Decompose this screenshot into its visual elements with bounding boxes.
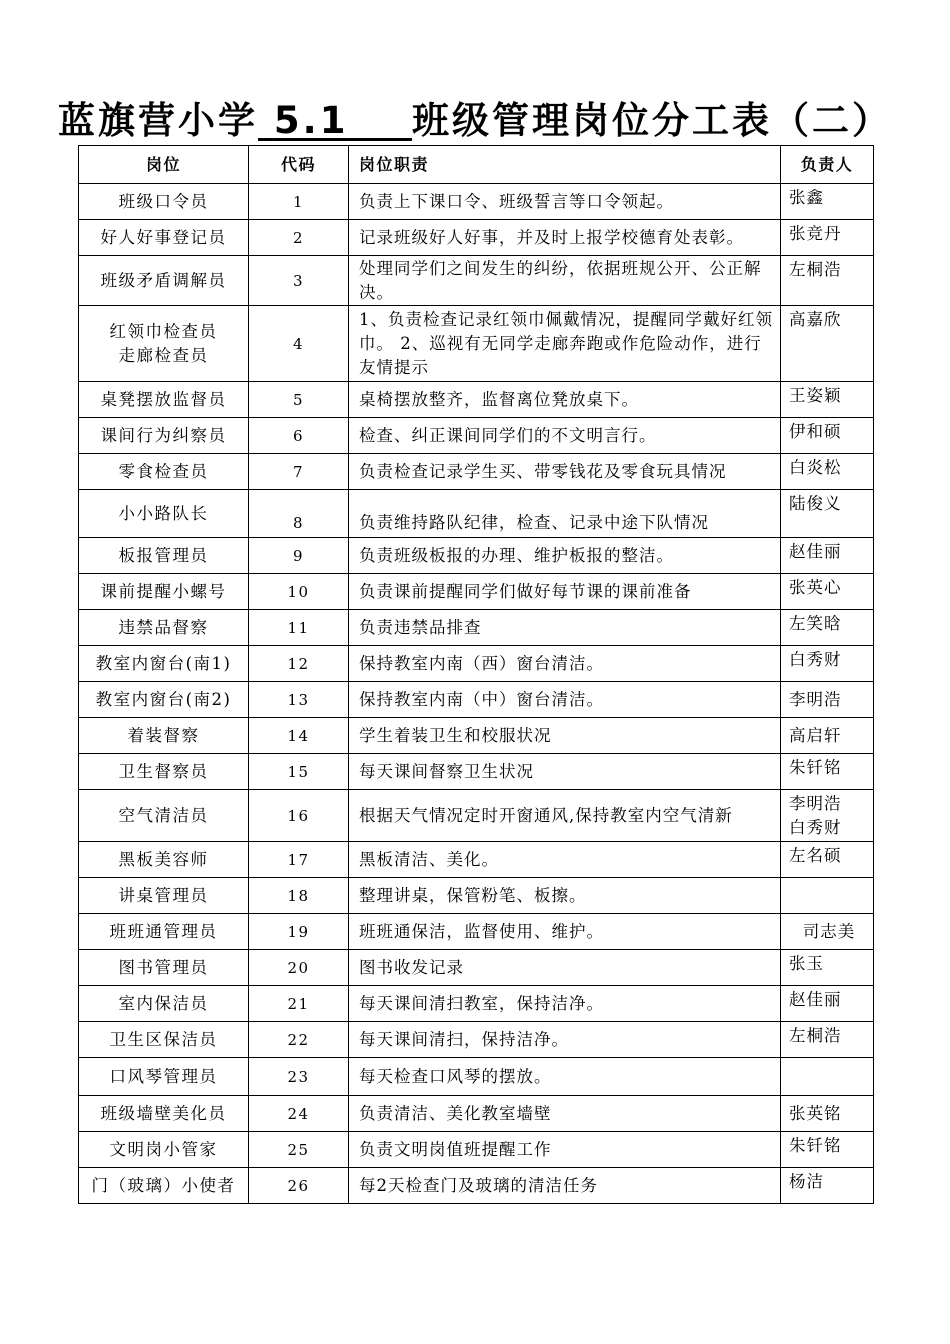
duty-cell: 整理讲桌，保管粉笔、板擦。 [349, 878, 781, 914]
code-cell: 10 [249, 574, 349, 610]
code-cell: 8 [249, 490, 349, 538]
duty-cell: 负责文明岗值班提醒工作 [349, 1132, 781, 1168]
position-cell [79, 306, 249, 382]
code-cell: 23 [249, 1058, 349, 1096]
position-cell: 口风琴管理员 [79, 1058, 249, 1096]
table-header-row [79, 146, 874, 184]
position-cell: 卫生区保洁员 [79, 1022, 249, 1058]
person-cell: 司志美 [781, 914, 874, 950]
duty-table [78, 145, 874, 1204]
code-cell: 19 [249, 914, 349, 950]
duty-cell: 负责清洁、美化教室墙壁 [349, 1096, 781, 1132]
position-cell: 黑板美容师 [79, 842, 249, 878]
duty-cell: 负责班级板报的办理、维护板报的整洁。 [349, 538, 781, 574]
code-cell: 13 [249, 682, 349, 718]
title-class-name: 5.1 [273, 99, 349, 142]
table-row [79, 1096, 874, 1132]
title-suffix: 班级管理岗位分工表（二） [411, 99, 892, 142]
duty-cell: 保持教室内南（中）窗台清洁。 [349, 682, 781, 718]
table-row [79, 950, 874, 986]
table-row [79, 682, 874, 718]
position-cell: 文明岗小管家 [79, 1132, 249, 1168]
position-cell: 桌凳摆放监督员 [79, 382, 249, 418]
duty-cell: 每天课间清扫，保持洁净。 [349, 1022, 781, 1058]
code-cell: 22 [249, 1022, 349, 1058]
code-cell: 12 [249, 646, 349, 682]
person-cell: 赵佳丽 [781, 986, 874, 1022]
person-cell: 左桐浩 [781, 256, 874, 306]
table-row [79, 454, 874, 490]
position-cell: 教室内窗台(南2) [79, 682, 249, 718]
person-cell: 高嘉欣 [781, 306, 874, 382]
code-cell: 6 [249, 418, 349, 454]
duty-cell: 负责违禁品排查 [349, 610, 781, 646]
duty-cell: 记录班级好人好事，并及时上报学校德育处表彰。 [349, 220, 781, 256]
code-cell: 20 [249, 950, 349, 986]
position-cell: 着装督察 [79, 718, 249, 754]
person-cell: 高启轩 [781, 718, 874, 754]
person-cell: 左笑晗 [781, 610, 874, 646]
person-cell: 张英铭 [781, 1096, 874, 1132]
table-row [79, 914, 874, 950]
code-cell: 3 [249, 256, 349, 306]
code-cell: 15 [249, 754, 349, 790]
code-cell: 5 [249, 382, 349, 418]
position-cell: 课前提醒小螺号 [79, 574, 249, 610]
person-cell: 左名硕 [781, 842, 874, 878]
person-cell [781, 878, 874, 914]
duty-cell: 学生着装卫生和校服状况 [349, 718, 781, 754]
person-cell: 白炎松 [781, 454, 874, 490]
table-row [79, 490, 874, 538]
header-person: 负责人 [781, 146, 874, 184]
table-row [79, 538, 874, 574]
duty-cell: 图书收发记录 [349, 950, 781, 986]
duty-cell: 负责上下课口令、班级誓言等口令领起。 [349, 184, 781, 220]
position-cell: 讲桌管理员 [79, 878, 249, 914]
person-cell: 赵佳丽 [781, 538, 874, 574]
code-cell: 17 [249, 842, 349, 878]
person-cell: 王姿颖 [781, 382, 874, 418]
duty-cell: 1、负责检查记录红领巾佩戴情况，提醒同学戴好红领巾。 2、巡视有无同学走廊奔跑或作危险动作，进行友情提示 [349, 306, 781, 382]
person-cell [781, 790, 874, 842]
person-cell: 朱钎铭 [781, 754, 874, 790]
duty-cell: 黑板清洁、美化。 [349, 842, 781, 878]
header-code: 代码 [249, 146, 349, 184]
position-line-2: 走廊检查员 [118, 345, 209, 365]
duty-cell: 负责维持路队纪律，检查、记录中途下队情况 [349, 490, 781, 538]
code-cell: 4 [249, 306, 349, 382]
duty-cell: 桌椅摆放整齐，监督离位凳放桌下。 [349, 382, 781, 418]
position-cell: 班级墙壁美化员 [79, 1096, 249, 1132]
person-cell: 张英心 [781, 574, 874, 610]
title-school: 蓝旗营小学 [58, 99, 259, 142]
code-cell: 14 [249, 718, 349, 754]
person-cell: 张竞丹 [781, 220, 874, 256]
person-cell: 杨洁 [781, 1168, 874, 1204]
duty-cell: 每天课间督察卫生状况 [349, 754, 781, 790]
code-cell: 21 [249, 986, 349, 1022]
header-position: 岗位 [79, 146, 249, 184]
person-cell: 伊和硕 [781, 418, 874, 454]
code-cell: 9 [249, 538, 349, 574]
table-row [79, 610, 874, 646]
position-cell: 零食检查员 [79, 454, 249, 490]
duty-cell: 每天检查口风琴的摆放。 [349, 1058, 781, 1096]
position-cell: 卫生督察员 [79, 754, 249, 790]
position-cell: 门（玻璃）小使者 [79, 1168, 249, 1204]
code-cell: 18 [249, 878, 349, 914]
duty-cell: 根据天气情况定时开窗通风,保持教室内空气清新 [349, 790, 781, 842]
table-row [79, 184, 874, 220]
table-row [79, 256, 874, 306]
person-cell: 张玉 [781, 950, 874, 986]
person-cell: 李明浩 [781, 682, 874, 718]
position-line-1: 红领巾检查员 [109, 321, 218, 341]
position-cell: 教室内窗台(南1) [79, 646, 249, 682]
table-row [79, 574, 874, 610]
table-row [79, 1132, 874, 1168]
duty-cell: 处理同学们之间发生的纠纷，依据班规公开、公正解决。 [349, 256, 781, 306]
table-row [79, 790, 874, 842]
code-cell: 16 [249, 790, 349, 842]
table-row [79, 646, 874, 682]
table-row [79, 220, 874, 256]
header-duty: 岗位职责 [349, 146, 781, 184]
position-cell: 小小路队长 [79, 490, 249, 538]
table-row [79, 986, 874, 1022]
person-cell: 朱钎铭 [781, 1132, 874, 1168]
person-cell: 左桐浩 [781, 1022, 874, 1058]
position-cell: 图书管理员 [79, 950, 249, 986]
position-cell: 好人好事登记员 [79, 220, 249, 256]
position-cell: 板报管理员 [79, 538, 249, 574]
position-cell: 违禁品督察 [79, 610, 249, 646]
code-cell: 11 [249, 610, 349, 646]
table-row [79, 754, 874, 790]
table-row [79, 418, 874, 454]
person-cell: 陆俊义 [781, 490, 874, 538]
person-line-2: 白秀财 [789, 818, 842, 837]
position-cell: 班班通管理员 [79, 914, 249, 950]
table-row [79, 718, 874, 754]
code-cell: 2 [249, 220, 349, 256]
table-row [79, 1058, 874, 1096]
duty-cell: 每天课间清扫教室，保持洁净。 [349, 986, 781, 1022]
person-cell: 张鑫 [781, 184, 874, 220]
position-cell: 班级矛盾调解员 [79, 256, 249, 306]
table-row [79, 1168, 874, 1204]
duty-cell: 班班通保洁，监督使用、维护。 [349, 914, 781, 950]
table-row [79, 306, 874, 382]
duty-cell: 负责课前提醒同学们做好每节课的课前准备 [349, 574, 781, 610]
position-cell: 班级口令员 [79, 184, 249, 220]
person-line-1: 李明浩 [789, 794, 842, 813]
code-cell: 25 [249, 1132, 349, 1168]
position-cell: 室内保洁员 [79, 986, 249, 1022]
position-cell: 课间行为纠察员 [79, 418, 249, 454]
code-cell: 7 [249, 454, 349, 490]
duty-cell: 检查、纠正课间同学们的不文明言行。 [349, 418, 781, 454]
person-cell [781, 1058, 874, 1096]
duty-cell: 保持教室内南（西）窗台清洁。 [349, 646, 781, 682]
page-title [0, 96, 950, 146]
code-cell: 1 [249, 184, 349, 220]
table-row [79, 878, 874, 914]
table-row [79, 382, 874, 418]
table-row [79, 1022, 874, 1058]
person-cell: 白秀财 [781, 646, 874, 682]
duty-cell: 负责检查记录学生买、带零钱花及零食玩具情况 [349, 454, 781, 490]
position-cell: 空气清洁员 [79, 790, 249, 842]
code-cell: 24 [249, 1096, 349, 1132]
table-row [79, 842, 874, 878]
duty-cell: 每2天检查门及玻璃的清洁任务 [349, 1168, 781, 1204]
code-cell: 26 [249, 1168, 349, 1204]
